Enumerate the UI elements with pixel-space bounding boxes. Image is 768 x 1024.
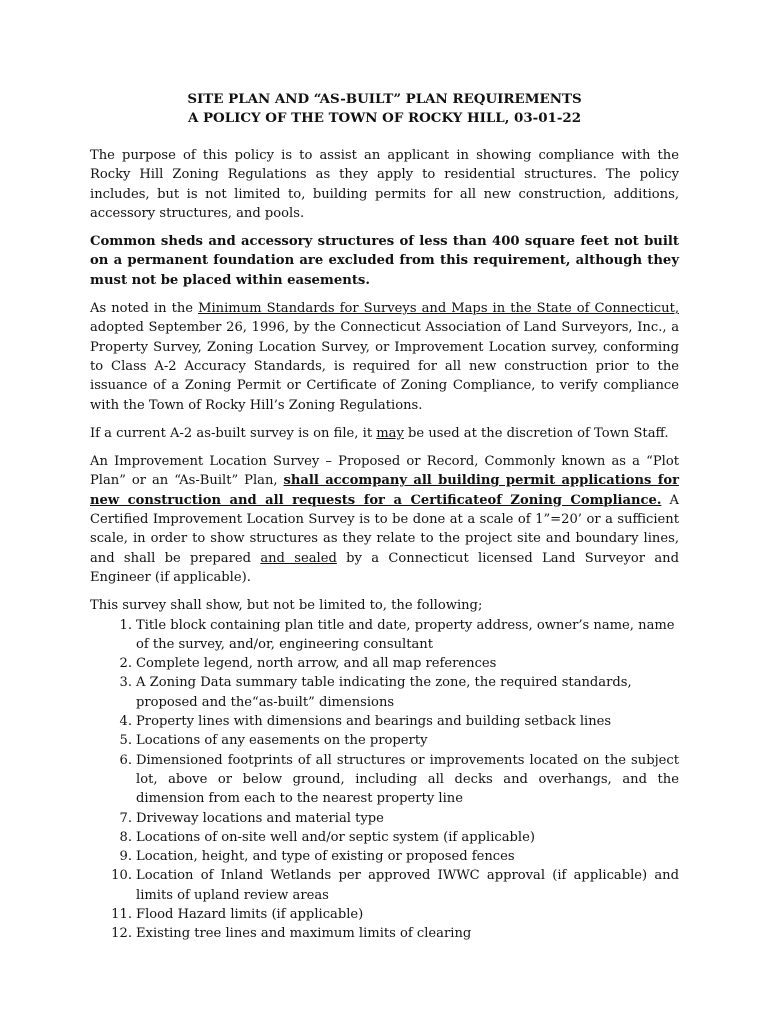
document-title: SITE PLAN AND “AS-BUILT” PLAN REQUIREMENTS [187, 91, 582, 107]
list-item-text: Flood Hazard limits (if applicable) [136, 906, 364, 922]
purpose-paragraph: The purpose of this policy is to assist an applicant in showing compliance with the Rocky Hill Zoning Regulations as they apply to residential structures. The policy includes, but is not limited to, building permits for all new construction, additions, accessory structures, and pools. [90, 148, 679, 221]
list-item-number: 7. [119, 810, 132, 826]
list-item-text: A Zoning Data summary table indicating the zone, the required standards, [136, 675, 632, 691]
a2-survey-paragraph [90, 424, 679, 443]
list-item-text-continued: proposed and the“as-built” dimensions [136, 694, 395, 710]
list-item-number: 1. [119, 617, 132, 633]
standards-paragraph [90, 299, 679, 415]
list-item-text: Dimensioned footprints of all structures or improvements located on the subject lot, above or below ground, including all decks and overhangs, and the dimension from each to the nearest property line [136, 752, 679, 807]
list-item-number: 3. [119, 675, 132, 691]
list-item [90, 616, 679, 655]
list-item-text: Title block containing plan title and date, property address, owner’s name, name of the survey, and/or, engineering consultant [136, 617, 675, 652]
ils-mid-text: A Certified Improvement Location Survey is to be done at a scale of 1”=20’ or a sufficient scale, in order to show structures as they relate to the project site and boundary lines, and shall be prepared [90, 492, 679, 566]
list-item-text: Location of Inland Wetlands per approved IWWC approval (if applicable) and limits of upland review areas [136, 868, 679, 903]
ils-paragraph [90, 452, 679, 587]
list-item [90, 673, 679, 712]
list-item-text: Existing tree lines and maximum limits of clearing [136, 926, 472, 942]
list-item-text: Complete legend, north arrow, and all map references [136, 656, 497, 672]
list-item [90, 654, 679, 673]
list-item [90, 828, 679, 847]
list-item-text: Property lines with dimensions and bearings and building setback lines [136, 714, 612, 730]
list-item [90, 847, 679, 866]
list-item-number: 6. [119, 752, 132, 768]
list-item [90, 924, 679, 943]
sheds-notice-paragraph: Common sheds and accessory structures of less than 400 square feet not built on a permanent foundation are excluded from this requirement, although they must not be placed within easements. [90, 234, 679, 288]
list-item [90, 866, 679, 905]
list-item-text: Location, height, and type of existing or proposed fences [136, 849, 515, 865]
list-item-number: 12. [111, 926, 132, 942]
list-item-text: Locations of any easements on the property [136, 733, 428, 749]
list-item-number: 10. [111, 868, 132, 884]
requirements-list [90, 616, 679, 944]
ils-requirement-text: shall accompany all building permit applications for new construction and all requests for a Certificateof Zoning Compliance. [90, 473, 679, 508]
standards-reference-text: Minimum Standards for Surveys and Maps in the State of Connecticut, [198, 301, 679, 317]
list-item-number: 11. [111, 906, 132, 922]
document-subtitle: A POLICY OF THE TOWN OF ROCKY HILL, 03-01-22 [187, 110, 582, 126]
standards-body-text: adopted September 26, 1996, by the Connecticut Association of Land Surveyors, Inc., a Property Survey, Zoning Location Survey, or Improvement Location survey, conforming to Class A-2 Accuracy Standards, is required for all new construction prior to the issuance of a Zoning Permit or Certificate of Zoning Compliance, to verify compliance with the Town of Rocky Hill’s Zoning Regulations. [90, 320, 679, 413]
standards-lead-text: As noted in the [90, 301, 199, 317]
a2-rest-text: be used at the discretion of Town Staff. [403, 425, 669, 441]
list-item-text: Locations of on-site well and/or septic system (if applicable) [136, 829, 535, 845]
list-item-text: Driveway locations and material type [136, 810, 384, 826]
a2-lead-text: If a current A-2 as-built survey is on file, it [90, 425, 377, 441]
list-item-number: 9. [119, 849, 132, 865]
list-item [90, 905, 679, 924]
ils-sealed-text: and sealed [260, 550, 337, 566]
list-intro: This survey shall show, but not be limited to, the following; [90, 598, 483, 614]
list-item [90, 731, 679, 750]
list-item [90, 712, 679, 731]
document-page [90, 90, 679, 944]
list-item-number: 8. [119, 829, 132, 845]
list-item-number: 5. [119, 733, 132, 749]
list-item [90, 751, 679, 809]
list-item [90, 809, 679, 828]
ils-rest-text: by a Connecticut licensed Land Surveyor and Engineer (if applicable). [90, 550, 679, 585]
ils-lead-text: An Improvement Location Survey – Proposed or Record, Commonly known as a “Plot Plan” or an “As-Built” Plan, [90, 454, 679, 489]
list-item-number: 2. [119, 656, 132, 672]
a2-may-text: may [376, 425, 404, 441]
list-item-number: 4. [119, 714, 132, 730]
